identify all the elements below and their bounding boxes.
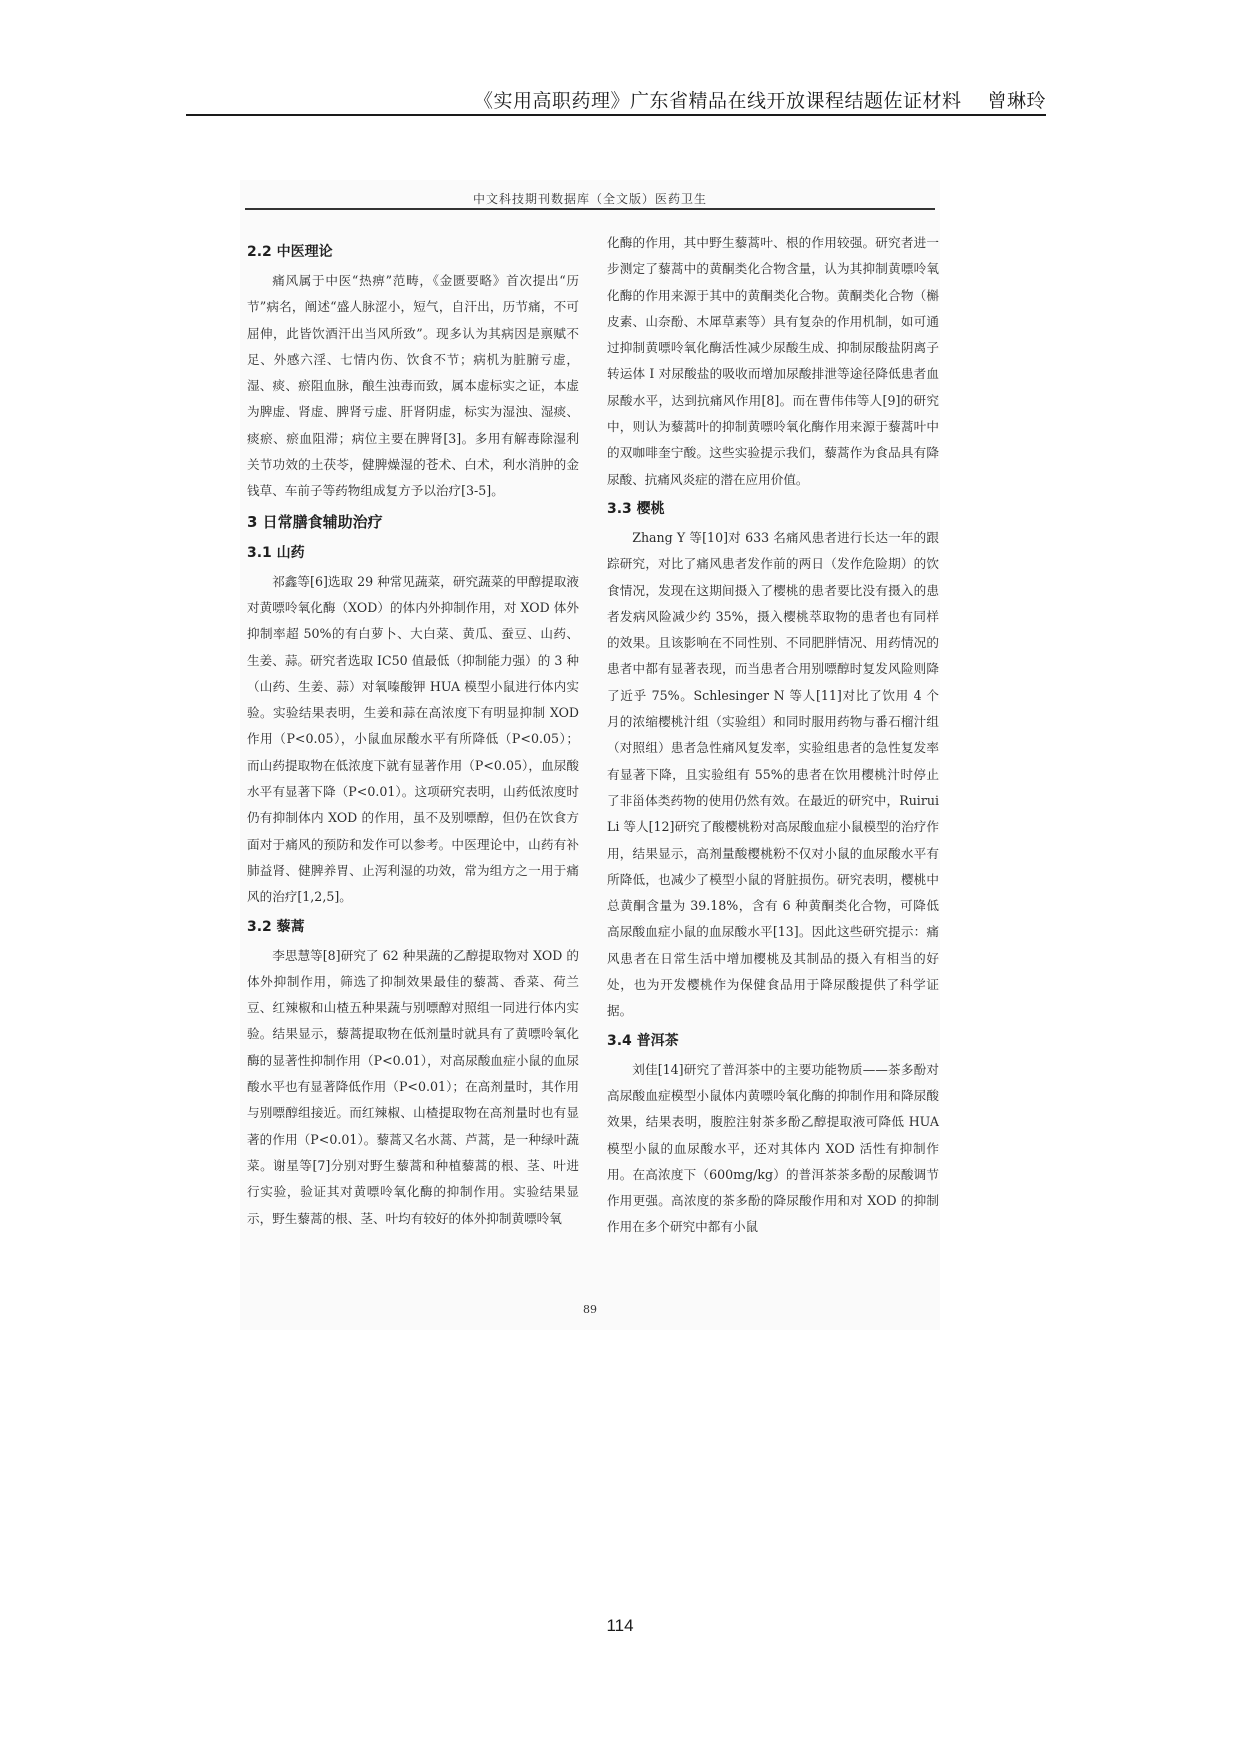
body-paragraph: 李思慧等[8]研究了 62 种果蔬的乙醇提取物对 XOD 的体外抑制作用，筛选了抑制效果最佳的藜蒿、香菜、荷兰豆、红辣椒和山楂五种果蔬与别嘌醇对照组一同进行体内实验。结果显示，藜蒿提取物在低剂量时就具有了黄嘌呤氧化酶的显著性抑制作用（P<0.01），对高尿酸血症小鼠的血尿酸水平也有显著降低作用（P<0.01）；在高剂量时，其作用与别嘌醇组接近。而红辣椒、山楂提取物在高剂量时也有显著的作用（P<0.01）。藜蒿又名水蒿、芦蒿，是一种绿叶蔬菜。谢星等[7]分别对野生藜蒿和种植藜蒿的根、茎、叶进行实验，验证其对黄嘌呤氧化酶的抑制作用。实验结果显示，野生藜蒿的根、茎、叶均有较好的体外抑制黄嘌呤氧 <box>247 947 579 1226</box>
body-paragraph: Zhang Y 等[10]对 633 名痛风患者进行长达一年的跟踪研究，对比了痛风患者发作前的两日（发作危险期）的饮食情况，发现在这期间摄入了樱桃的患者要比没有摄入的患者发病风险减少约 35%，摄入樱桃萃取物的患者也有同样的效果。且该影响在不同性别、不同肥胖情况、用药情况的患者中都有显著表现，而当患者合用别嘌醇时复发风险则降了近乎 75%。Schlesinger N 等人[11]对比了饮用 4 个月的浓缩樱桃汁组（实验组）和同时服用药物与番石榴汁组（对照组）患者急性痛风复发率，实验组患者的急性复发率有显著下降，且实验组有 55%的患者在饮用樱桃汁时停止了非甾体类药物的使用仍然有效。在最近的研究中，Ruirui Li 等人[12]研究了酸樱桃粉对高尿酸血症小鼠模型的治疗作用，结果显示，高剂量酸樱桃粉不仅对小鼠的血尿酸水平有所降低，也减少了模型小鼠的肾脏损伤。研究表明，樱桃中总黄酮含量为 39.18%，含有 6 种黄酮类化合物，可降低高尿酸血症小鼠的血尿酸水平[13]。因此这些研究提示：痛风患者在日常生活中增加樱桃及其制品的摄入有相当的好处，也为开发樱桃作为保健食品用于降尿酸提供了科学证据。 <box>607 529 939 1019</box>
document-header <box>186 86 1046 114</box>
author-name: 曾琳玲 <box>987 90 1046 112</box>
journal-header-rule <box>245 208 935 210</box>
section-heading: 3.1 山药 <box>247 544 305 561</box>
course-title: 《实用高职药理》广东省精品在线开放课程结题佐证材料 <box>473 90 962 112</box>
section-heading: 3 日常膳食辅助治疗 <box>247 512 383 531</box>
section-heading: 2.2 中医理论 <box>247 244 333 260</box>
body-paragraph: 刘佳[14]研究了普洱茶中的主要功能物质——茶多酚对高尿酸血症模型小鼠体内黄嘌呤氧化酶的抑制作用和降尿酸效果，结果表明，腹腔注射茶多酚乙醇提取液可降低 HUA 模型小鼠的血尿酸水平，还对其体内 XOD 活性有抑制作用。在高浓度下（600mg/kg）的普洱茶茶多酚的尿酸调节作用更强。高浓度的茶多酚的降尿酸作用和对 XOD 的抑制作用在多个研究中都有小鼠 <box>607 1061 939 1235</box>
section-heading: 3.4 普洱茶 <box>607 1032 679 1049</box>
journal-page-number: 89 <box>583 1303 597 1316</box>
header-rule <box>186 114 1046 116</box>
section-heading: 3.2 藜蒿 <box>247 918 305 935</box>
page-number: 114 <box>606 1616 634 1635</box>
section-heading: 3.3 樱桃 <box>607 500 665 517</box>
body-paragraph: 痛风属于中医“热痹”范畴，《金匮要略》首次提出“历节”病名，阐述“盛人脉涩小，短气，自汗出，历节痛，不可屈伸，此皆饮酒汗出当风所致”。现多认为其病因是禀赋不足、外感六淫、七情内伤、饮食不节；病机为脏腑亏虚，湿、痰、瘀阻血脉，酿生浊毒而致，属本虚标实之证，本虚为脾虚、肾虚、脾肾亏虚、肝肾阴虚，标实为湿浊、湿痰、痰瘀、瘀血阻滞；病位主要在脾肾[3]。多用有解毒除湿利关节功效的土茯苓，健脾燥湿的苍术、白术，利水消肿的金钱草、车前子等药物组成复方予以治疗[3-5]。 <box>247 273 579 499</box>
right-column <box>607 230 939 1241</box>
body-paragraph: 祁鑫等[6]选取 29 种常见蔬菜，研究蔬菜的甲醇提取液对黄嘌呤氧化酶（XOD）的体内外抑制作用，对 XOD 体外抑制率超 50%的有白萝卜、大白菜、黄瓜、蚕豆、山药、生姜、蒜。研究者选取 IC50 值最低（抑制能力强）的 3 种（山药、生姜、蒜）对氧嗪酸钾 HUA 模型小鼠进行体内实验。实验结果表明，生姜和蒜在高浓度下有明显抑制 XOD 作用（P<0.05），小鼠血尿酸水平有所降低（P<0.05）；而山药提取物在低浓度下就有显著作用（P<0.05），血尿酸水平有显著下降（P<0.01）。这项研究表明，山药低浓度时仍有抑制体内 XOD 的作用，虽不及别嘌醇，但仍在饮食方面对于痛风的预防和发作可以参考。中医理论中，山药有补肺益肾、健脾养胃、止泻利湿的功效，常为组方之一用于痛风的治疗[1,2,5]。 <box>247 573 579 905</box>
scanned-article-page <box>240 180 940 1330</box>
body-paragraph: 化酶的作用，其中野生藜蒿叶、根的作用较强。研究者进一步测定了藜蒿中的黄酮类化合物含量，认为其抑制黄嘌呤氧化酶的作用来源于其中的黄酮类化合物。黄酮类化合物（槲皮素、山奈酚、木犀草素等）具有复杂的作用机制，如可通过抑制黄嘌呤氧化酶活性减少尿酸生成、抑制尿酸盐阴离子转运体 I 对尿酸盐的吸收而增加尿酸排泄等途径降低患者血尿酸水平，达到抗痛风作用[8]。而在曹伟伟等人[9]的研究中，则认为藜蒿叶的抑制黄嘌呤氧化酶作用来源于藜蒿叶中的双咖啡奎宁酸。这些实验提示我们，藜蒿作为食品具有降尿酸、抗痛风炎症的潜在应用价值。 <box>607 235 939 487</box>
journal-header: 中文科技期刊数据库（全文版）医药卫生 <box>472 192 707 206</box>
left-column <box>247 236 579 1232</box>
